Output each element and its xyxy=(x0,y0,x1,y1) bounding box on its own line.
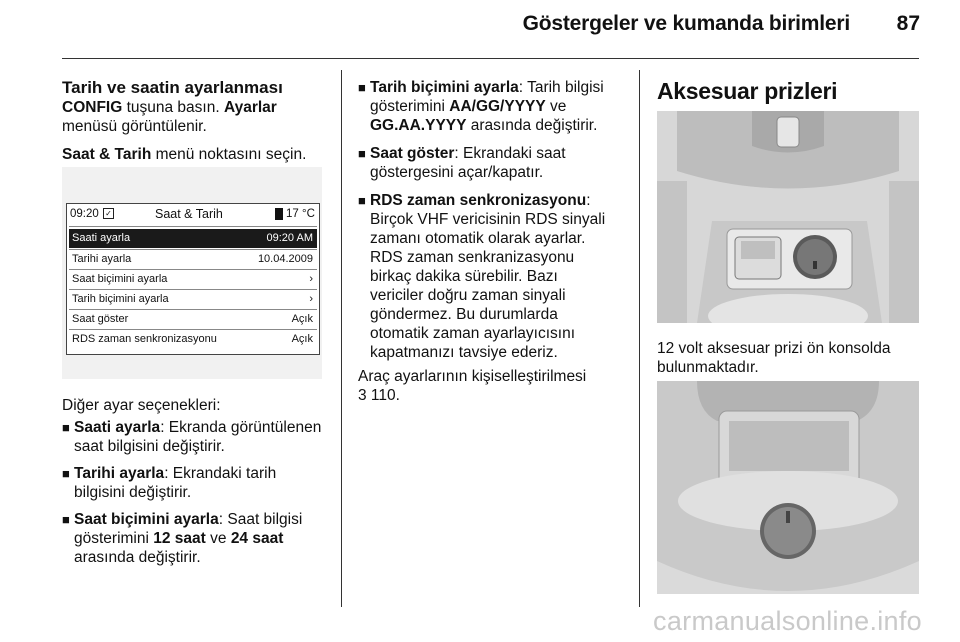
caption-text: bulunmaktadır. xyxy=(657,359,759,376)
row-label: Saat göster xyxy=(72,313,129,325)
option-text: ve xyxy=(205,530,231,547)
clock-icon: ✓ xyxy=(103,208,114,219)
option-date-format xyxy=(358,78,626,135)
instruction-menu-shown: menüsü görüntülenir. xyxy=(62,118,207,135)
display-clock: 09:20 xyxy=(70,208,99,220)
option-text: : xyxy=(586,192,591,209)
option-text: : Ekrandaki saat xyxy=(454,145,566,162)
menu-item-term: Saat & Tarih xyxy=(62,146,152,163)
option-term: Saat biçimini ayarla xyxy=(74,511,219,528)
option-text: arasında değiştirir. xyxy=(466,117,598,134)
option-value: 24 saat xyxy=(230,530,284,547)
instruction-config xyxy=(62,98,330,117)
display-temperature: 17 °C xyxy=(286,208,315,220)
option-show-clock xyxy=(358,144,626,182)
option-text: : Ekranda görüntülenen xyxy=(160,419,322,436)
bullet-icon: ■ xyxy=(358,146,366,161)
column-divider-1 xyxy=(341,70,342,607)
bullet-icon: ■ xyxy=(62,466,70,481)
display-top-bar xyxy=(67,204,319,226)
option-text: göstergesini açar/kapatır. xyxy=(370,164,544,181)
option-text: ve xyxy=(545,98,567,115)
option-value: AA/GG/YYYY xyxy=(449,98,546,115)
column-divider-2 xyxy=(639,70,640,607)
caption-text: 12 volt aksesuar prizi ön konsolda xyxy=(657,340,891,357)
display-row xyxy=(69,250,317,269)
option-set-date xyxy=(62,464,330,502)
option-term: Saat göster xyxy=(370,145,455,162)
option-text: zamanı otomatik olarak ayarlar. xyxy=(370,230,586,247)
option-term: Tarih biçimini ayarla xyxy=(370,79,519,96)
option-text: kapatmanızı tavsiye ederiz. xyxy=(370,344,558,361)
column-3 xyxy=(657,78,925,104)
column-2 xyxy=(358,78,626,405)
bullet-icon: ■ xyxy=(358,193,366,208)
options-intro: Diğer ayar seçenekleri: xyxy=(62,397,221,414)
display-row-selected xyxy=(69,229,317,248)
config-key-term: CONFIG xyxy=(62,99,123,116)
info-display xyxy=(66,203,320,355)
section-heading-accessory-sockets: Aksesuar prizleri xyxy=(657,78,838,104)
thermometer-icon xyxy=(275,208,283,220)
option-term: Saati ayarla xyxy=(74,419,161,436)
row-value: 10.04.2009 xyxy=(257,253,313,265)
option-text: Birçok VHF vericisinin RDS sinyali xyxy=(370,211,606,228)
console-photo-1-image xyxy=(657,111,919,323)
option-text: saat bilgisini değiştirir. xyxy=(74,438,225,455)
column-1 xyxy=(62,78,330,164)
settings-menu-term: Ayarlar xyxy=(223,99,277,116)
option-time-format xyxy=(62,510,330,567)
option-text: gösterimini xyxy=(370,98,450,115)
page-header-title: Göstergeler ve kumanda birimleri xyxy=(522,12,850,35)
display-row xyxy=(69,290,317,309)
option-text: bilgisini değiştirir. xyxy=(74,484,192,501)
display-separator xyxy=(69,226,317,227)
bullet-icon: ■ xyxy=(62,420,70,435)
option-set-time xyxy=(62,418,330,456)
watermark-text: carmanualsonline.info xyxy=(653,606,922,636)
display-row xyxy=(69,310,317,329)
option-value: GG.AA.YYYY xyxy=(370,117,467,134)
display-screenshot xyxy=(62,167,322,379)
page-number: 87 xyxy=(896,12,920,35)
display-title: Saat & Tarih xyxy=(155,207,223,221)
instruction-text: menü noktasını seçin. xyxy=(151,146,307,163)
personalization-text: Araç ayarlarının kişiselleştirilmesi xyxy=(358,368,587,385)
option-text: arasında değiştirir. xyxy=(74,549,201,566)
option-text: vericiler doğru zaman sinyali xyxy=(370,287,566,304)
header-rule xyxy=(62,58,919,59)
console-photo-2-image xyxy=(657,381,919,594)
option-term: Tarihi ayarla xyxy=(74,465,165,482)
option-text: birkaç dakika sürebilir. Bazı xyxy=(370,268,558,285)
reference-page: 110. xyxy=(366,387,400,404)
option-rds-sync xyxy=(358,191,626,362)
caption xyxy=(657,339,925,377)
row-label: Tarih biçimini ayarla xyxy=(72,293,169,305)
instruction-select xyxy=(62,145,330,164)
row-label: Saat biçimini ayarla xyxy=(72,273,168,285)
reference-arrow-icon: 3 xyxy=(358,387,367,404)
display-row xyxy=(69,330,317,349)
other-options xyxy=(62,396,330,567)
row-value: 09:20 AM xyxy=(266,232,313,244)
page-reference-link[interactable] xyxy=(358,386,626,405)
bullet-icon: ■ xyxy=(358,80,366,95)
option-text: : Tarih bilgisi xyxy=(518,79,604,96)
row-label: Saati ayarla xyxy=(72,232,131,244)
accessory-socket-photo-1 xyxy=(657,111,919,323)
option-value: 12 saat xyxy=(153,530,206,547)
submenu-arrow-icon: › xyxy=(309,273,313,285)
bullet-icon: ■ xyxy=(62,512,70,527)
option-text: : Ekrandaki tarih xyxy=(164,465,277,482)
option-term: RDS zaman senkronizasyonu xyxy=(370,192,587,209)
option-text: otomatik zaman ayarlayıcısını xyxy=(370,325,576,342)
option-text: gösterimini xyxy=(74,530,154,547)
row-value: Açık xyxy=(291,313,313,325)
option-text: : Saat bilgisi xyxy=(218,511,303,528)
row-label: Tarihi ayarla xyxy=(72,253,132,265)
accessory-socket-photo-2 xyxy=(657,381,919,594)
row-value: Açık xyxy=(291,333,313,345)
option-text: göndermez. Bu durumlarda xyxy=(370,306,558,323)
row-label: RDS zaman senkronizasyonu xyxy=(72,333,217,345)
option-text: RDS zaman senkranizasyonu xyxy=(370,249,575,266)
instruction-text: tuşuna basın. xyxy=(122,99,224,116)
submenu-arrow-icon: › xyxy=(309,293,313,305)
display-row xyxy=(69,270,317,289)
section-heading-date-time: Tarih ve saatin ayarlanması xyxy=(62,78,283,97)
